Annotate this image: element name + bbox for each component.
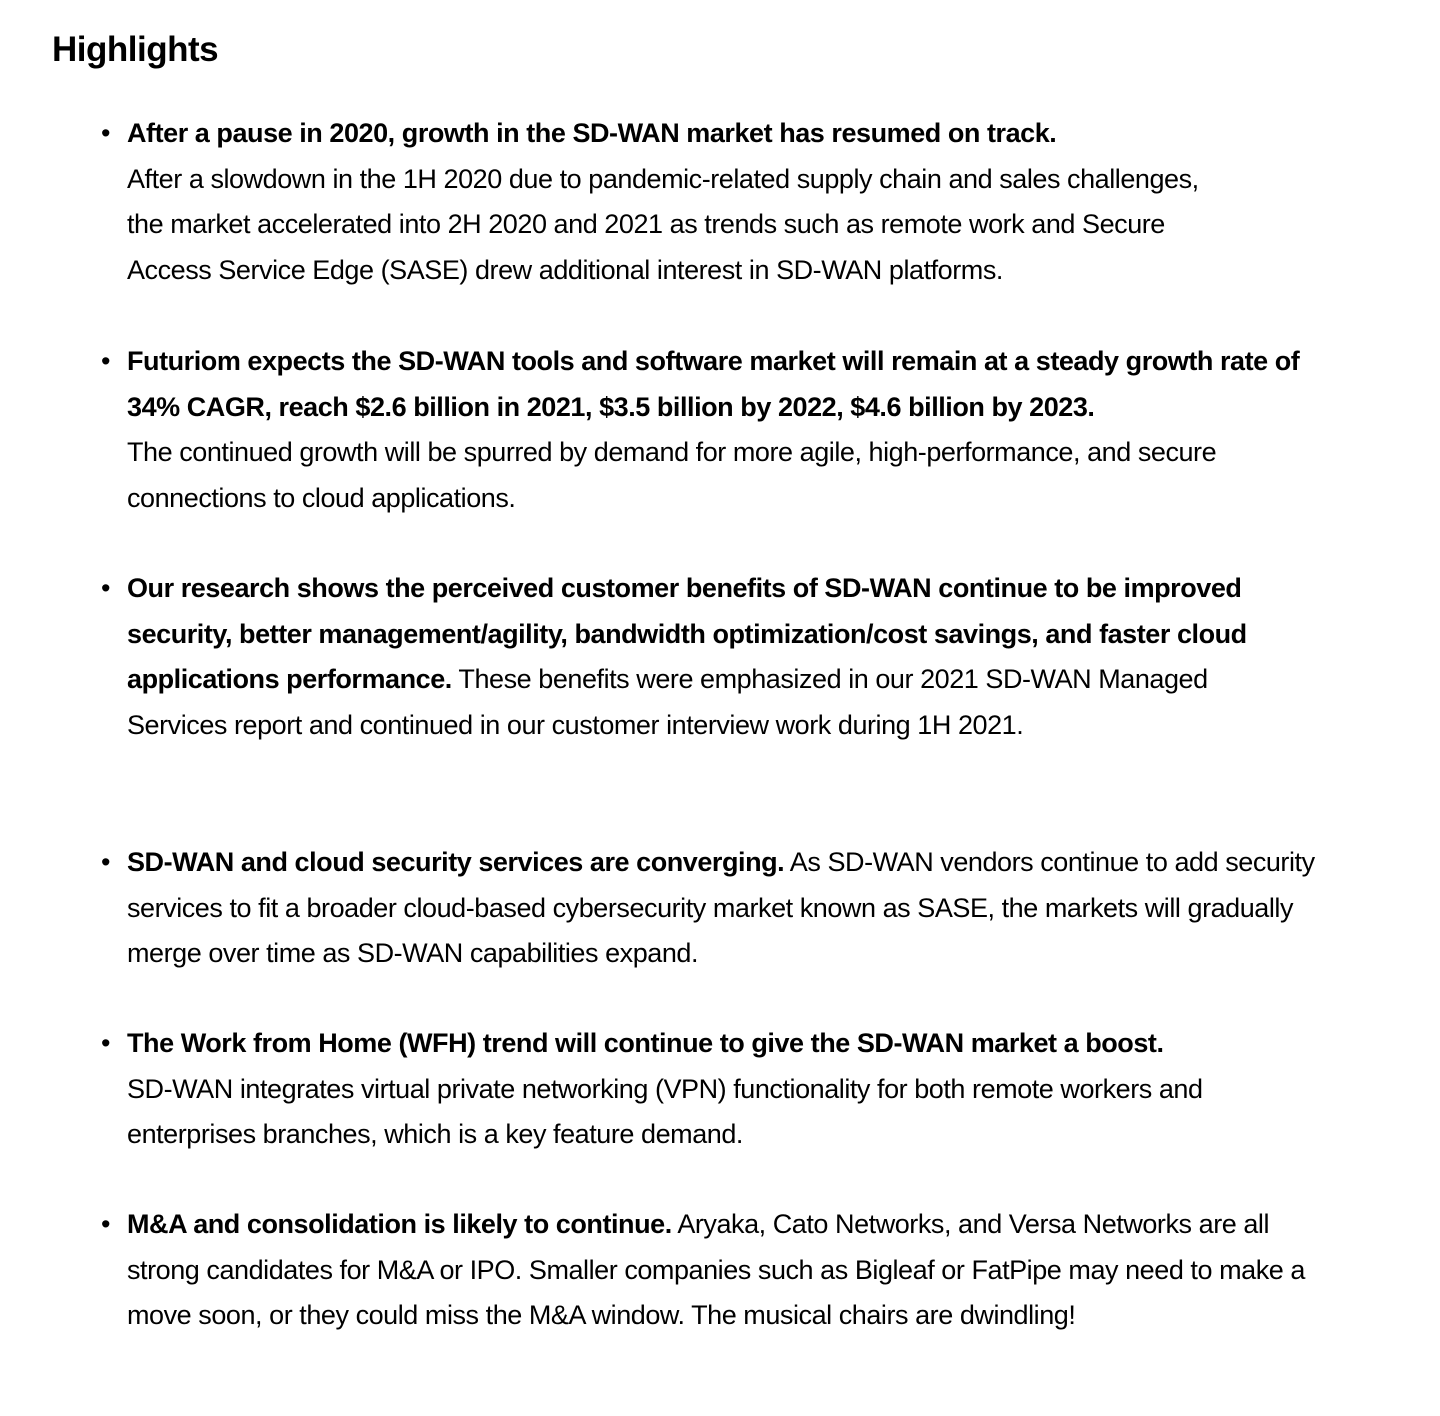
highlight-body: SD-WAN integrates virtual private networking (VPN) functionality for both remote workers and enterprises branches, which is a key feature demand. [127, 1073, 1203, 1149]
highlight-text [127, 339, 1322, 521]
bullet-icon: • [101, 118, 111, 148]
highlight-item [101, 1021, 1327, 1158]
highlight-text [127, 840, 1322, 977]
highlight-lead: Our research shows the perceived customer benefits of SD-WAN continue to be improved security, better management/agility, bandwidth optimization/cost savings, and faster cloud applications performance. [127, 573, 1247, 694]
bullet-icon: • [101, 346, 111, 376]
highlight-body: The continued growth will be spurred by demand for more agile, high-performance, and secure connections to cloud applications. [127, 437, 1217, 513]
highlight-text [127, 1202, 1317, 1339]
highlight-lead: SD-WAN and cloud security services are converging. [127, 847, 785, 877]
highlight-lead: After a pause in 2020, growth in the SD-WAN market has resumed on track. [127, 118, 1057, 148]
highlight-item [101, 339, 1327, 521]
highlight-body: Aryaka, Cato Networks, and Versa Networks are all strong candidates for M&A or IPO. Smaller companies such as Bigleaf or FatPipe may need to make a move soon, or they could miss the M&A window. The musical chairs are dwindling! [127, 1209, 1305, 1330]
highlight-lead: Futuriom expects the SD-WAN tools and software market will remain at a steady growth rate of 34% CAGR, reach $2.6 billion in 2021, $3.5 billion by 2022, $4.6 billion by 2023. [127, 346, 1300, 422]
highlight-body: As SD-WAN vendors continue to add security services to fit a broader cloud-based cybersecurity market known as SASE, the markets will gradually merge over time as SD-WAN capabilities expand. [127, 847, 1315, 968]
bullet-icon: • [101, 1209, 111, 1239]
highlight-body: After a slowdown in the 1H 2020 due to pandemic-related supply chain and sales challenges, the market accelerated into 2H 2020 and 2021 as trends such as remote work and Secure Access Service Edge (SASE) drew additional interest in SD-WAN platforms. [127, 163, 1199, 285]
bullet-icon: • [101, 573, 111, 603]
page-title: Highlights [52, 30, 219, 69]
highlight-lead: M&A and consolidation is likely to continue. [127, 1209, 672, 1239]
highlight-item [101, 1202, 1327, 1339]
highlight-item [101, 566, 1327, 748]
highlight-lead: The Work from Home (WFH) trend will continue to give the SD-WAN market a boost. [127, 1028, 1164, 1058]
bullet-icon: • [101, 847, 111, 877]
highlight-text [127, 111, 1207, 293]
bullet-icon: • [101, 1028, 111, 1058]
highlight-text [127, 1021, 1322, 1158]
highlight-item [101, 111, 1327, 293]
highlight-item [101, 840, 1327, 977]
highlight-body: These benefits were emphasized in our 2021 SD-WAN Managed Services report and continued in our customer interview work during 1H 2021. [127, 664, 1208, 740]
highlight-text [127, 566, 1307, 748]
